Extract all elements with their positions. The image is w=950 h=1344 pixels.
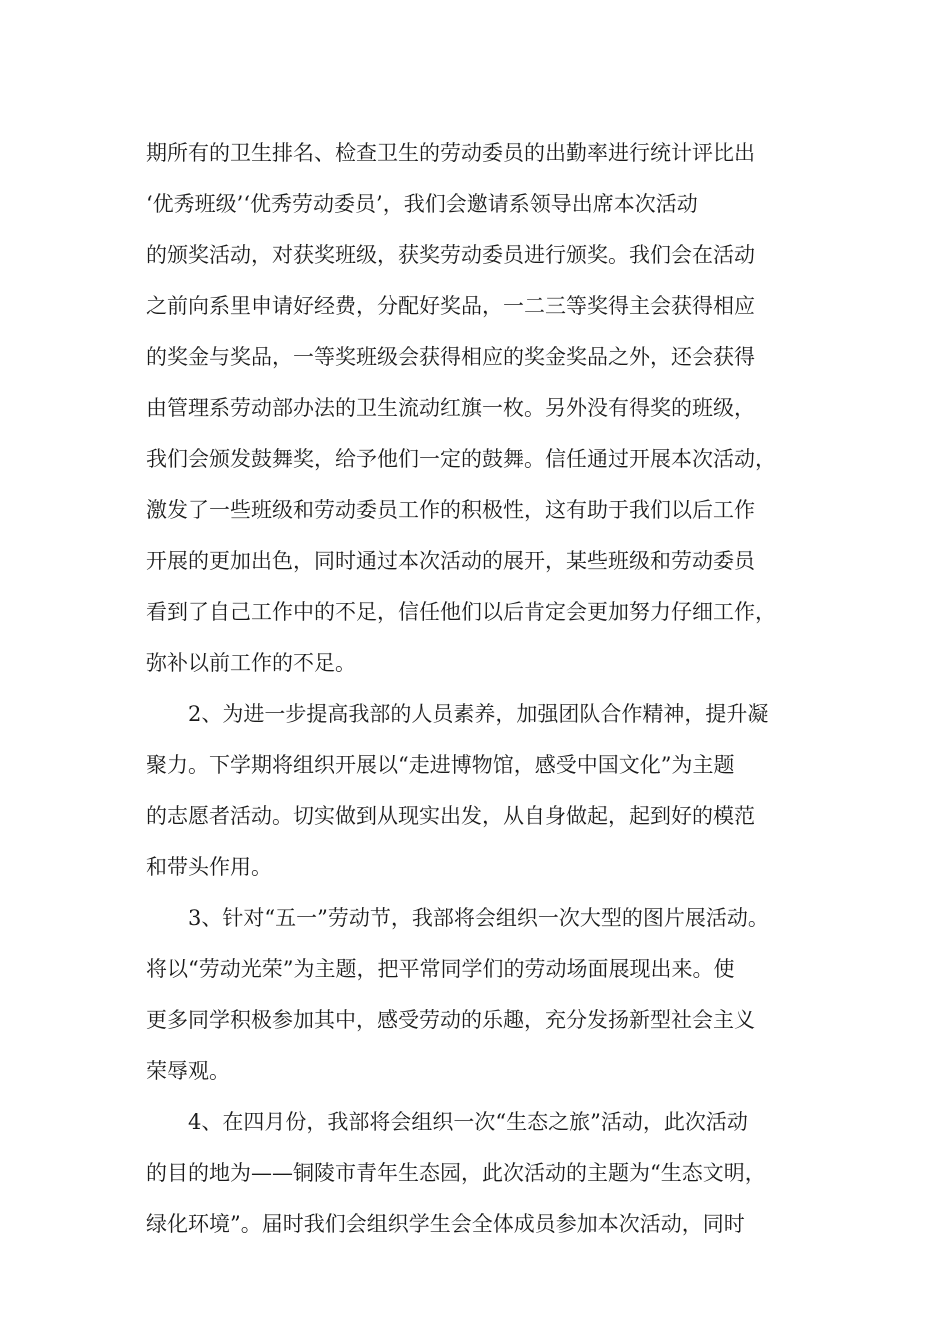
text-line: 看到了自己工作中的不足，信任他们以后肯定会更加努力仔细工作， [146,600,776,624]
text-line: 激发了一些班级和劳动委员工作的积极性，这有助于我们以后工作 [146,498,755,522]
text-line: 我们会颁发鼓舞奖，给予他们一定的鼓舞。信任通过开展本次活动， [146,447,776,471]
text-line: 荣辱观。 [146,1059,230,1083]
text-line: 和带头作用。 [146,855,272,879]
text-line: 弥补以前工作的不足。 [146,651,356,675]
text-line: 绿化环境”。届时我们会组织学生会全体成员参加本次活动，同时 [146,1212,745,1236]
text-line: 更多同学积极参加其中，感受劳动的乐趣，充分发扬新型社会主义 [146,1008,755,1032]
text-line: 由管理系劳动部办法的卫生流动红旗一枚。另外没有得奖的班级， [146,396,755,420]
text-line: 期所有的卫生排名、检查卫生的劳动委员的出勤率进行统计评比出 [146,141,755,165]
text-line: 2、为进一步提高我部的人员素养，加强团队合作精神，提升凝 [188,702,769,726]
text-line: 的颁奖活动，对获奖班级，获奖劳动委员进行颁奖。我们会在活动 [146,243,755,267]
paragraph-3 [146,897,826,1101]
text-line: ‘优秀班级’‘优秀劳动委员’，我们会邀请系领导出席本次活动 [146,192,698,216]
paragraph-2 [146,693,826,897]
text-line: 之前向系里申请好经费，分配好奖品，一二三等奖得主会获得相应 [146,294,755,318]
document-body [146,132,826,1254]
text-line: 的志愿者活动。切实做到从现实出发，从自身做起，起到好的模范 [146,804,755,828]
text-line: 3、针对“五一”劳动节，我部将会组织一次大型的图片展活动。 [188,906,769,930]
text-line: 4、在四月份，我部将会组织一次“生态之旅”活动，此次活动 [188,1110,748,1134]
text-line: 开展的更加出色，同时通过本次活动的展开，某些班级和劳动委员 [146,549,755,573]
text-line: 将以“劳动光荣”为主题，把平常同学们的劳动场面展现出来。使 [146,957,735,981]
text-line: 的目的地为——铜陵市青年生态园，此次活动的主题为“生态文明， [146,1161,766,1185]
text-line: 聚力。下学期将组织开展以“走进博物馆，感受中国文化”为主题 [146,753,735,777]
paragraph-1 [146,132,826,693]
text-line: 的奖金与奖品，一等奖班级会获得相应的奖金奖品之外，还会获得 [146,345,755,369]
paragraph-4 [146,1101,826,1254]
